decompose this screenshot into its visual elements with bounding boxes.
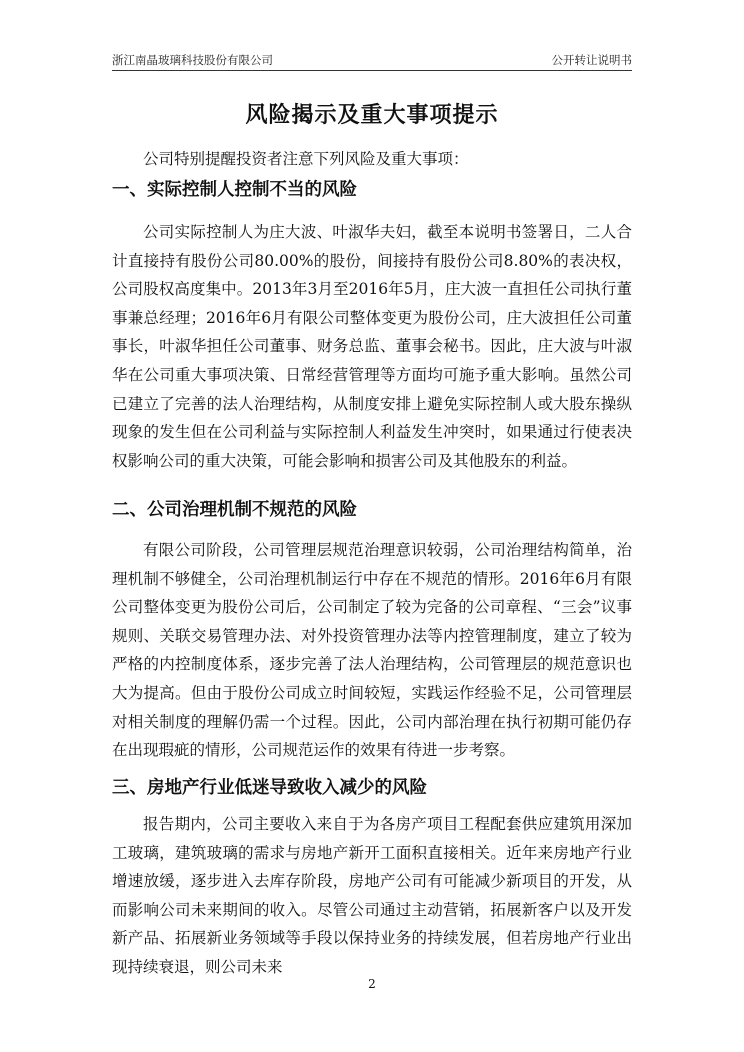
section-paragraph: 报告期内，公司主要收入来自于为各房产项目工程配套供应建筑用深加工玻璃，建筑玻璃的需求与房地产新开工面积直接相关。近年来房地产行业增速放缓，逐步进入去库存阶段，房地产公司有可能减少新项目的开发，从而影响公司未来期间的收入。尽管公司通过主动营销，拓展新客户以及开发新产品、拓展新业务领域等手段以保持业务的持续发展，但若房地产行业出现持续衰退，则公司未来 — [112, 815, 632, 976]
section-1 — [112, 178, 632, 475]
section-heading: 一、实际控制人控制不当的风险 — [112, 180, 357, 200]
page-title: 风险揭示及重大事项提示 — [245, 103, 499, 128]
section-2 — [112, 498, 632, 765]
page-number: 2 — [368, 977, 376, 991]
header-doc-type: 公开转让说明书 — [551, 53, 632, 67]
section-paragraph: 有限公司阶段，公司管理层规范治理意识较弱，公司治理结构简单，治理机制不够健全，公司治理机制运行中存在不规范的情形。2016年6月有限公司整体变更为股份公司后，公司制定了较为完备的公司章程、“三会”议事规则、关联交易管理办法、对外投资管理办法等内控管理制度，建立了较为严格的内控制度体系，逐步完善了法人治理结构，公司管理层的规范意识也大为提高。但由于股份公司成立时间较短，实践运作经验不足，公司管理层对相关制度的理解仍需一个过程。因此，公司内部治理在执行初期可能仍存在出现瑕疵的情形，公司规范运作的效果有待进一步考察。 — [112, 541, 632, 760]
header-company: 浙江南晶玻璃科技股份有限公司 — [112, 53, 273, 67]
section-3 — [112, 776, 632, 982]
intro-block — [112, 145, 632, 174]
intro-paragraph: 公司特别提醒投资者注意下列风险及重大事项： — [143, 150, 469, 168]
section-heading: 二、公司治理机制不规范的风险 — [112, 500, 357, 520]
section-paragraph: 公司实际控制人为庄大波、叶淑华夫妇，截至本说明书签署日，二人合计直接持有股份公司80.00%的股份，间接持有股份公司8.80%的表决权，公司股权高度集中。2013年3月至2016年5月，庄大波一直担任公司执行董事兼总经理；2016年6月有限公司整体变更为股份公司，庄大波担任公司董事长，叶淑华担任公司董事、财务总监、董事会秘书。因此，庄大波与叶淑华在公司重大事项决策、日常经营管理等方面均可施予重大影响。虽然公司已建立了完善的法人治理结构，从制度安排上避免实际控制人或大股东操纵现象的发生但在公司利益与实际控制人利益发生冲突时，如果通过行使表决权影响公司的重大决策，可能会影响和损害公司及其他股东的利益。 — [112, 223, 632, 470]
page-header — [112, 52, 632, 71]
section-heading: 三、房地产行业低迷导致收入减少的风险 — [112, 778, 427, 798]
